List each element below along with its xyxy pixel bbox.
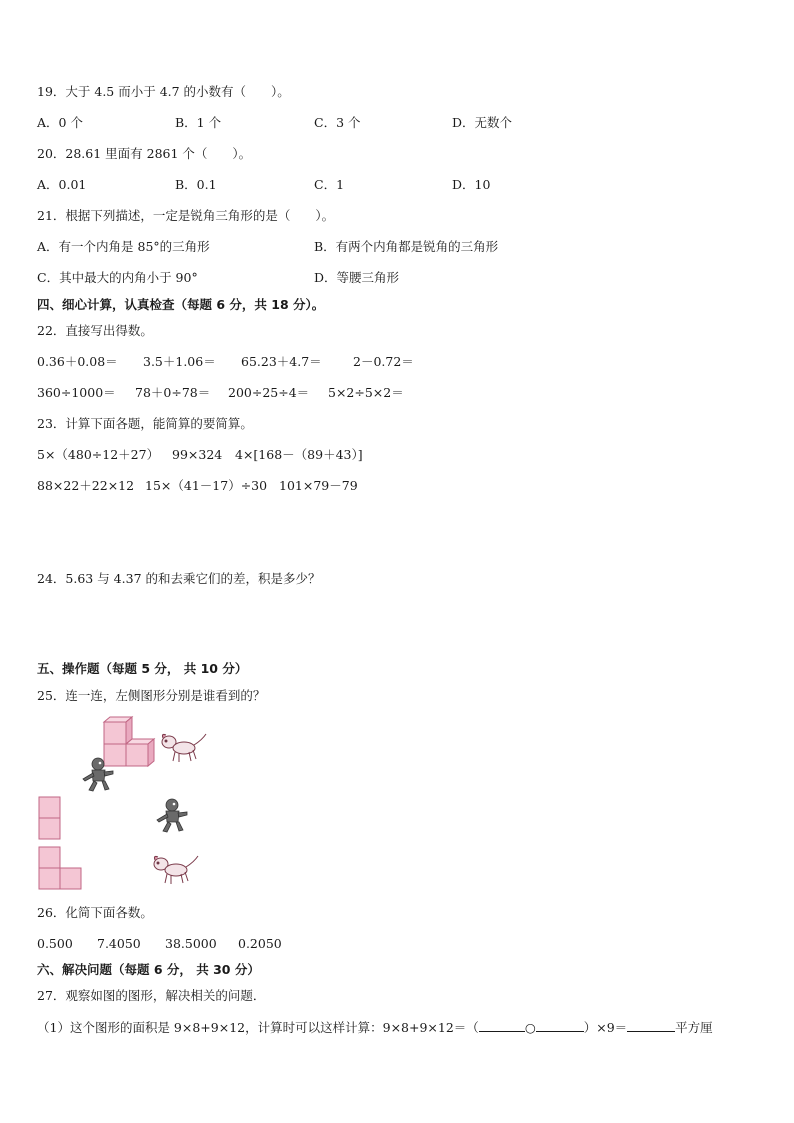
q27-stem: 27．观察如图的图形，解决相关的问题．: [37, 988, 266, 1003]
q20-option-a: A．0.01: [37, 177, 87, 192]
q19-option-a: A．0 个: [37, 115, 83, 130]
q23-r1-c1: 5×（480÷12＋27）: [37, 447, 160, 462]
q26-value-2: 7.4050: [97, 936, 141, 951]
q22-r1-c4: 2－0.72＝: [353, 354, 414, 369]
q27-blank-2[interactable]: [536, 1019, 584, 1032]
view-l-shape: [38, 846, 84, 890]
q19-option-d: D．无数个: [452, 115, 513, 130]
q22-r2-c2: 78＋0÷78＝: [135, 385, 211, 400]
q19-option-b: B．1 个: [175, 115, 222, 130]
q22-r2-c3: 200÷25÷4＝: [228, 385, 310, 400]
dog-icon-2: [152, 852, 200, 888]
q27-part1-suffix: 平方厘: [675, 1020, 713, 1035]
q23-r2-c1: 88×22＋22×12: [37, 478, 135, 493]
q22-r2-c4: 5×2÷5×2＝: [328, 385, 404, 400]
q26-value-4: 0.2050: [238, 936, 282, 951]
q23-stem: 23．计算下面各题，能简算的要简算。: [37, 416, 253, 431]
q27-part1-prefix: （1）这个图形的面积是 9×8+9×12，计算时可以这样计算：9×8+9×12＝（: [37, 1020, 479, 1035]
child-figure-icon: [78, 755, 116, 793]
q20-option-c: C．1: [314, 177, 345, 192]
child-figure-icon-2: [152, 796, 190, 834]
q19-stem: 19．大于 4.5 而小于 4.7 的小数有（ ）。: [37, 84, 290, 99]
q22-r2-c1: 360÷1000＝: [37, 385, 116, 400]
section6-title: 六、解决问题（每题 6 分， 共 30 分）: [37, 962, 260, 977]
q19-option-c: C．3 个: [314, 115, 361, 130]
section4-title: 四、细心计算，认真检查（每题 6 分，共 18 分）。: [37, 297, 325, 312]
q23-r1-c2: 99×324: [172, 447, 223, 462]
q27-part1: [37, 1019, 713, 1036]
q27-circle-operator[interactable]: ○: [524, 1020, 536, 1035]
q20-option-d: D．10: [452, 177, 491, 192]
q21-option-a: A．有一个内角是 85°的三角形: [37, 239, 210, 254]
q20-stem: 20．28.61 里面有 2861 个（ ）。: [37, 146, 252, 161]
q27-blank-1[interactable]: [479, 1019, 525, 1032]
q24-stem: 24．5.63 与 4.37 的和去乘它们的差，积是多少？: [37, 571, 321, 586]
q21-option-d: D．等腰三角形: [314, 270, 400, 285]
q23-r2-c3: 101×79－79: [279, 478, 358, 493]
q22-r1-c3: 65.23＋4.7＝: [241, 354, 322, 369]
q21-option-b: B．有两个内角都是锐角的三角形: [314, 239, 499, 254]
q23-r2-c2: 15×（41－17）÷30: [145, 478, 268, 493]
q25-stem: 25．连一连，左侧图形分别是谁看到的？: [37, 688, 266, 703]
q21-option-c: C．其中最大的内角小于 90°: [37, 270, 198, 285]
q21-stem: 21．根据下列描述，一定是锐角三角形的是（ ）。: [37, 208, 335, 223]
q26-value-3: 38.5000: [165, 936, 217, 951]
q26-stem: 26．化简下面各数。: [37, 905, 153, 920]
q23-r1-c3: 4×[168－（89＋43）]: [235, 447, 363, 462]
view-two-stacked-squares: [38, 796, 62, 840]
dog-icon: [160, 730, 208, 766]
q22-r1-c2: 3.5＋1.06＝: [143, 354, 216, 369]
section5-title: 五、操作题（每题 5 分， 共 10 分）: [37, 661, 248, 676]
q27-part1-mid: ）×9＝: [583, 1020, 628, 1035]
q22-r1-c1: 0.36＋0.08＝: [37, 354, 118, 369]
q27-blank-3[interactable]: [627, 1019, 675, 1032]
q20-option-b: B．0.1: [175, 177, 217, 192]
q26-value-1: 0.500: [37, 936, 73, 951]
q22-stem: 22．直接写出得数。: [37, 323, 153, 338]
